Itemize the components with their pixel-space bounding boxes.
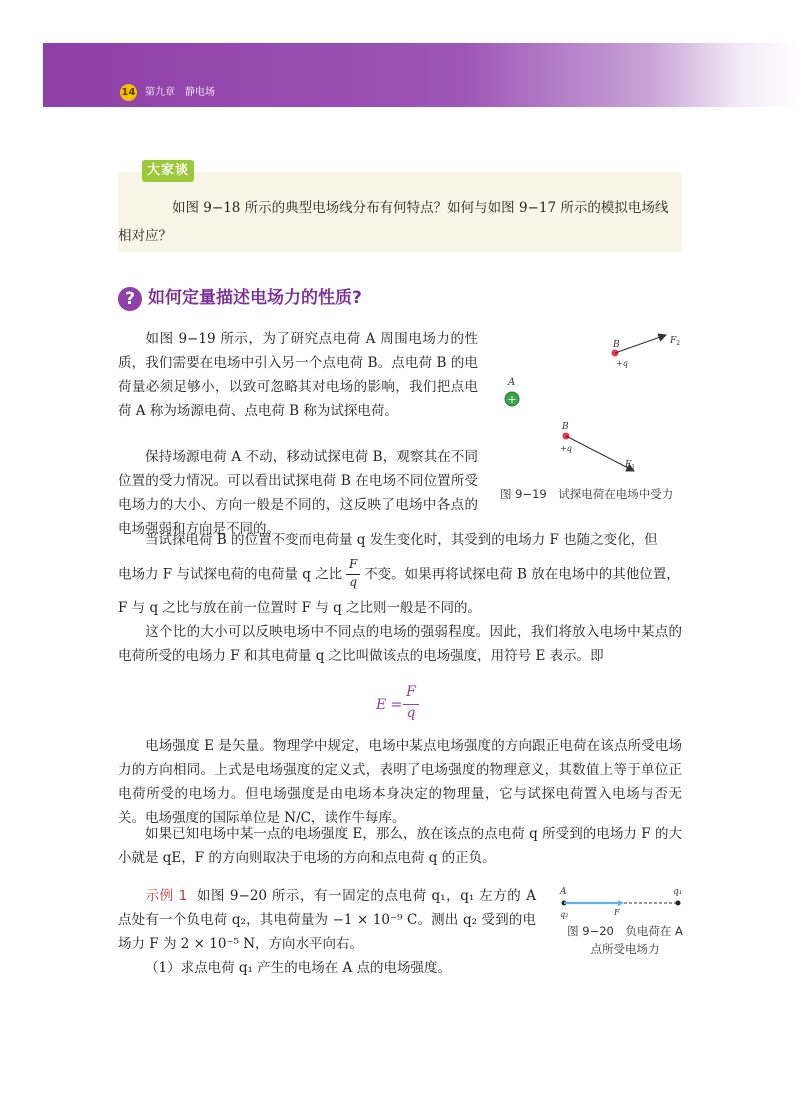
figure-9-19 — [500, 330, 690, 480]
plus-icon: + — [507, 393, 517, 406]
force-f2-arrow — [615, 335, 666, 353]
discussion-tag: 大家谈 — [142, 160, 194, 182]
paragraph-3a: 当试探电荷 B 的位置不变而电荷量 q 发生变化时，其受到的电场力 F 也随之变化，但 — [145, 532, 658, 548]
figure-9-20-caption: 图 9−20 负电荷在 A 点所受电场力 — [567, 924, 683, 956]
label-f1: $F_1$ — [625, 460, 636, 471]
label-b-bottom: B — [562, 422, 569, 432]
paragraph-1: 如图 9−19 所示，为了研究点电荷 A 周围电场力的性质，我们需要在电场中引入另一个点电荷 B。点电荷 B 的电荷量必须足够小，以致可忽略其对电场的影响，我们把点电荷 A 称为场源电荷、点电荷 B 称为试探电荷。 — [118, 331, 478, 419]
label-a: A — [508, 377, 516, 388]
label-q-top: +q — [616, 359, 628, 368]
paragraph-3c: F 与 q 之比与放在前一位置时 F 与 q 之比则一般是不同的。 — [118, 600, 482, 616]
figure-9-19-caption: 图 9−19 试探电荷在电场中受力 — [500, 487, 674, 501]
label-f2: $F_2$ — [670, 336, 681, 347]
example-question-1: （1）求点电荷 q₁ 产生的电场在 A 点的电场强度。 — [145, 960, 452, 976]
label-q1: q₁ — [673, 887, 683, 897]
chapter-title: 第九章 静电场 — [145, 87, 215, 98]
example-label: 示例 1 — [145, 888, 188, 904]
label-q2: q₂ — [560, 910, 569, 919]
paragraph-4: 这个比的大小可以反映电场中不同点的电场的强弱程度。因此，我们将放入电场中某点的电荷所受的电场力 F 和其电荷量 q 之比叫做该点的电场强度，用符号 E 表示。即 — [118, 624, 682, 664]
force-f1-arrow — [566, 436, 634, 471]
question-icon: ? — [118, 287, 142, 311]
page-number: 14 — [120, 84, 137, 101]
paragraph-3b: 电场力 F 与试探电荷的电荷量 q 之比 $\frac{F}{q}$ 不变。如果再将试探电荷 B 放在电场中的其他位置， — [118, 557, 680, 589]
discussion-text: 如图 9−18 所示的典型电场线分布有何特点？如何与如图 9−17 所示的模拟电场线相对应？ — [118, 200, 669, 244]
label-a: A — [560, 887, 567, 897]
charge-q1 — [676, 901, 681, 906]
label-b-top: B — [613, 340, 620, 350]
figure-9-20 — [556, 884, 686, 920]
example-1: 示例 1 如图 9−20 所示，有一固定的点电荷 q₁，q₁ 左方的 A 点处有一个负电荷 q₂，其电荷量为 −1 × 10⁻⁹ C。测出 q₂ 受到的电场力 F 为 2 × 10⁻⁵ N，方向水平向右。 — [118, 888, 536, 952]
inline-fraction: $\frac{F}{q}$ — [342, 560, 364, 590]
label-f: F — [614, 908, 620, 917]
section-title: 如何定量描述电场力的性质? — [148, 288, 362, 308]
formula-e-f-q: E = F q — [376, 686, 436, 726]
paragraph-5: 电场强度 E 是矢量。物理学中规定，电场中某点电场强度的方向跟正电荷在该点所受电场力的方向相同。上式是电场强度的定义式，表明了电场强度的物理意义，其数值上等于单位正电荷所受的电场力。但电场强度是由电场本身决定的物理量，它与试探电荷置入电场与否无关。电场强度的国际单位是 N/C，读作牛每库。 — [118, 738, 682, 826]
paragraph-2: 保持场源电荷 A 不动，移动试探电荷 B，观察其在不同位置的受力情况。可以看出试探电荷 B 在电场不同位置所受电场力的大小、方向一般是不同的，这反映了电场中各点的电场强弱和方向是不同的。 — [118, 449, 478, 537]
paragraph-6: 如果已知电场中某一点的电场强度 E，那么，放在该点的点电荷 q 所受到的电场力 F 的大小就是 qE，F 的方向则取决于电场的方向和点电荷 q 的正负。 — [118, 826, 682, 866]
force-arrowhead-icon — [618, 900, 624, 906]
label-q-bottom: +q — [560, 444, 572, 453]
